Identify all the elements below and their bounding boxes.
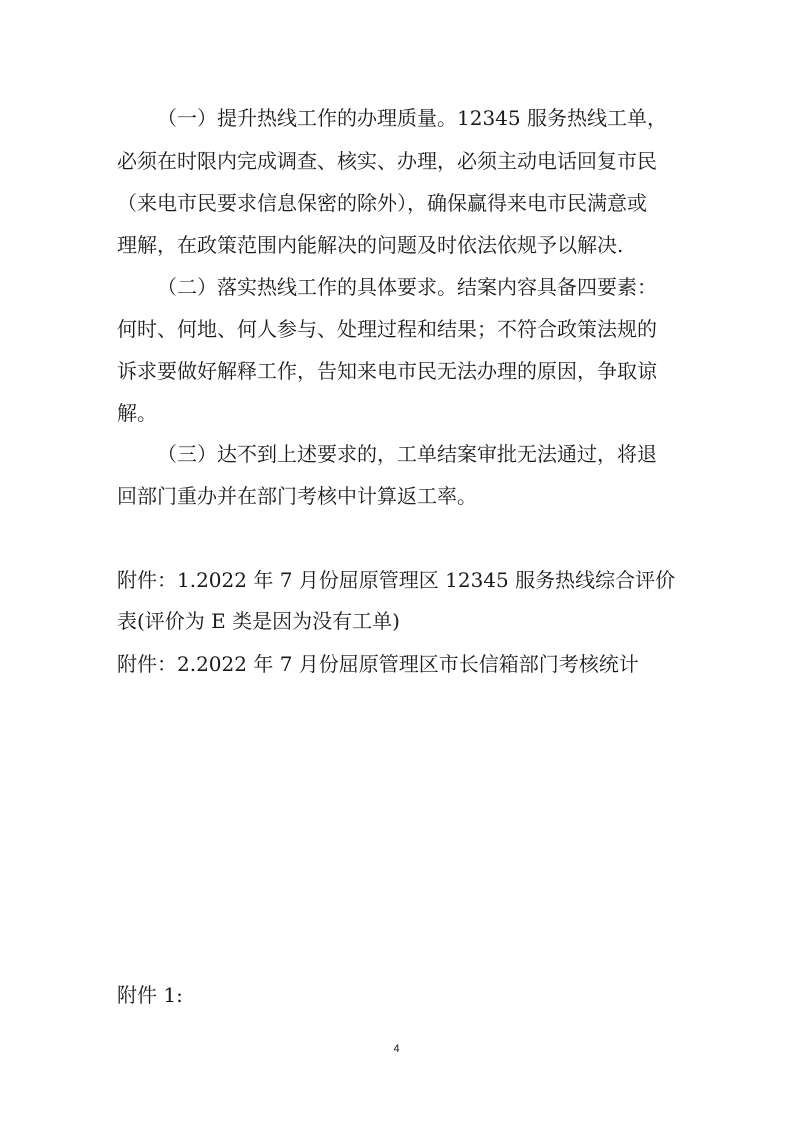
attachment-2: 附件：2.2022 年 7 月份屈原管理区市长信箱部门考核统计	[117, 652, 639, 676]
paragraph-2-line-4: 解。	[117, 401, 157, 425]
paragraph-3-line-1: （三）达不到上述要求的，工单结案审批无法通过，将退	[157, 442, 657, 466]
paragraph-2-line-2: 何时、何地、何人参与、处理过程和结果；不符合政策法规的	[117, 317, 657, 341]
paragraph-1-line-1: （一）提升热线工作的办理质量。12345 服务热线工单，	[157, 106, 667, 130]
paragraph-2-line-3: 诉求要做好解释工作，告知来电市民无法办理的原因，争取谅	[117, 359, 657, 383]
paragraph-1-line-3: （来电市民要求信息保密的除外），确保赢得来电市民满意或	[117, 191, 647, 215]
page-number: 4	[393, 1043, 400, 1055]
attachment-1-line-1: 附件：1.2022 年 7 月份屈原管理区 12345 服务热线综合评价	[117, 568, 676, 592]
paragraph-1-line-2: 必须在时限内完成调查、核实、办理，必须主动电话回复市民	[117, 149, 657, 173]
attachment-1-line-2: 表(评价为 E 类是因为没有工单)	[117, 609, 400, 633]
paragraph-1-line-4: 理解，在政策范围内能解决的问题及时依法依规予以解决.	[117, 233, 624, 257]
attachment-heading: 附件 1:	[117, 983, 183, 1007]
paragraph-3-line-2: 回部门重办并在部门考核中计算返工率。	[117, 484, 477, 508]
paragraph-2-line-1: （二）落实热线工作的具体要求。结案内容具备四要素：	[157, 275, 657, 299]
